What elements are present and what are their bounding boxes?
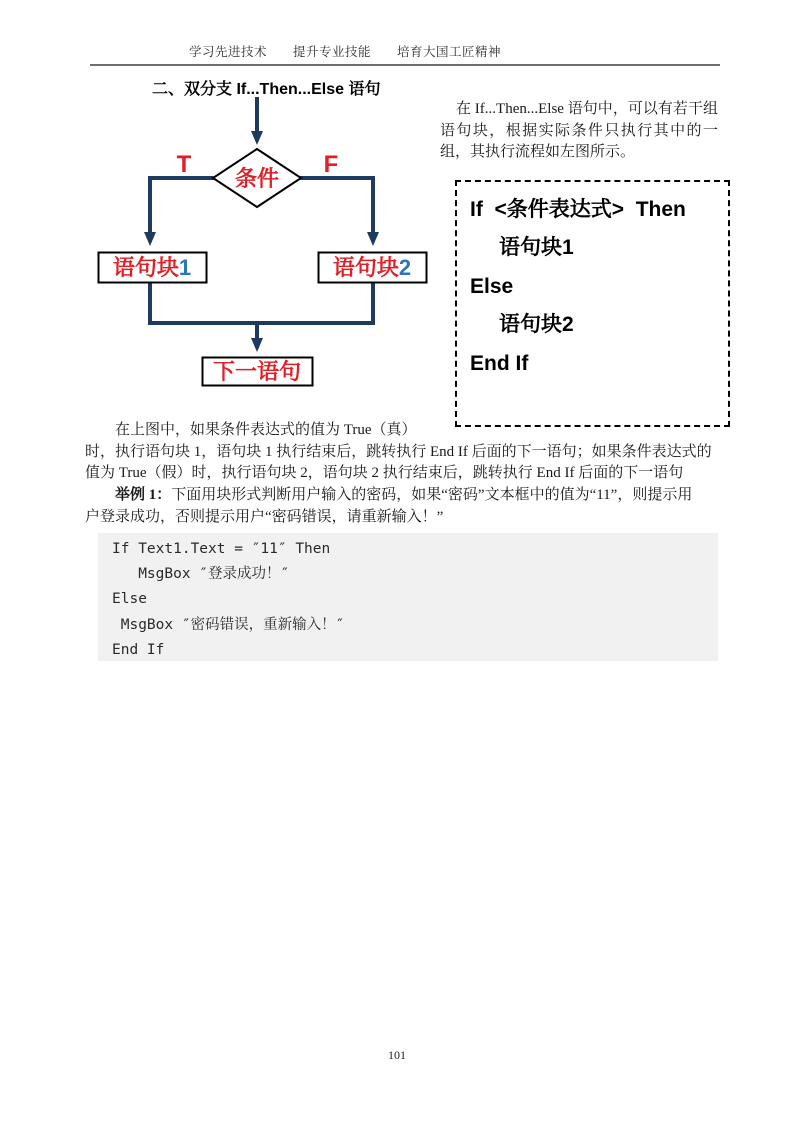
code-line: Else: [112, 591, 147, 608]
syntax-line-endif: End If: [470, 351, 529, 375]
statement-block1-label: 语句块1: [112, 255, 192, 280]
example-label: 举例 1：: [115, 487, 172, 504]
next-statement-label: 下一语句: [212, 359, 302, 384]
false-branch-label: F: [323, 151, 339, 178]
flow-branch-false: [300, 178, 373, 242]
flow-branch-true: [150, 178, 214, 242]
code-line: MsgBox ″密码错误，重新输入！″: [112, 616, 345, 633]
example-text: 下面用块形式判断用户输入的密码，如果“密码”文本框中的值为“11”，则提示用: [171, 487, 693, 504]
body-line: 时，执行语句块 1，语句块 1 执行结束后，跳转执行 End If 后面的下一语句；如果条件表达式的: [85, 443, 712, 460]
condition-label: 条件: [234, 166, 280, 191]
header-rule: [90, 64, 720, 66]
section-heading: 二、双分支 If...Then...Else 语句: [152, 81, 381, 98]
body-line: 值为 True（假）时，执行语句块 2，语句块 2 执行结束后，跳转执行 End If 后面的下一语句: [85, 465, 684, 482]
syntax-box: [455, 180, 730, 427]
syntax-line-if: If <条件表达式> Then: [470, 198, 686, 221]
code-line: If Text1.Text = ″11″ Then: [112, 541, 331, 557]
if-else-flowchart: [85, 90, 445, 400]
intro-paragraph: 在 If...Then...Else 语句中，可以有若干组语句块，根据实际条件只执行其中的一组，其执行流程如左图所示。: [440, 101, 718, 160]
page-number: 101: [388, 1048, 406, 1062]
code-line: MsgBox ″登录成功！″: [112, 566, 290, 583]
code-line: End If: [112, 641, 165, 658]
true-branch-label: T: [176, 151, 192, 178]
example-line: [85, 485, 715, 507]
statement-block2-label: 语句块2: [332, 255, 412, 280]
syntax-line-block2: 语句块2: [499, 313, 574, 337]
syntax-line-else: Else: [470, 274, 514, 298]
body-paragraphs: [85, 420, 715, 529]
body-line: 在上图中，如果条件表达式的值为 True（真）: [115, 422, 417, 438]
code-block: [98, 533, 718, 661]
header-motto: 学习先进技术 提升专业技能 培育大国工匠精神: [188, 45, 501, 59]
example-line: 户登录成功，否则提示用户“密码错误，请重新输入！”: [85, 508, 444, 525]
flow-merge-lines: [150, 282, 373, 323]
syntax-line-block1: 语句块1: [499, 236, 574, 260]
